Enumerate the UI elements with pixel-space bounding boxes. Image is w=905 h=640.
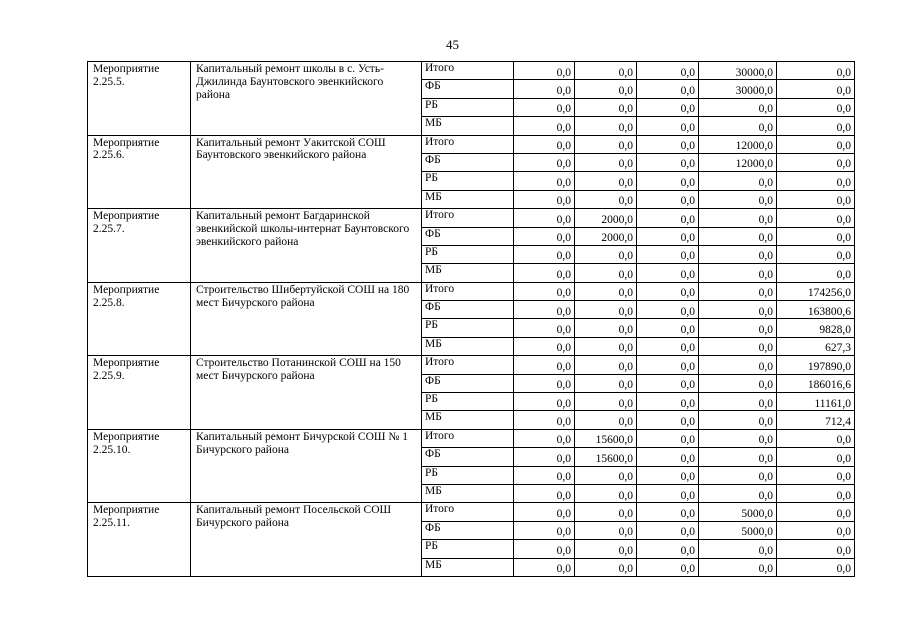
amount-cell: 0,0 <box>637 98 699 116</box>
amount-cell: 0,0 <box>575 153 637 171</box>
table-row <box>88 282 855 300</box>
amount-cell: 0,0 <box>777 264 855 282</box>
funding-source: Итого <box>422 209 514 227</box>
amount-cell: 0,0 <box>514 172 575 190</box>
amount-cell: 0,0 <box>575 484 637 502</box>
funding-source: РБ <box>422 540 514 558</box>
funding-source: ФБ <box>422 521 514 539</box>
amount-cell: 30000,0 <box>699 62 777 80</box>
funding-source: МБ <box>422 190 514 208</box>
measure-name: Капитальный ремонт Багдаринской эвенкийской школы-интернат Баунтовского эвенкийского района <box>191 209 422 283</box>
amount-cell: 0,0 <box>777 245 855 263</box>
amount-cell: 0,0 <box>637 282 699 300</box>
amount-cell: 0,0 <box>637 80 699 98</box>
funding-source: ФБ <box>422 448 514 466</box>
amount-cell: 0,0 <box>637 190 699 208</box>
amount-cell: 0,0 <box>637 209 699 227</box>
amount-cell: 0,0 <box>637 135 699 153</box>
amount-cell: 0,0 <box>514 558 575 576</box>
amount-cell: 0,0 <box>514 301 575 319</box>
amount-cell: 0,0 <box>699 264 777 282</box>
amount-cell: 0,0 <box>637 264 699 282</box>
funding-source: Итого <box>422 282 514 300</box>
funding-source: ФБ <box>422 227 514 245</box>
funding-source: ФБ <box>422 301 514 319</box>
amount-cell: 0,0 <box>575 190 637 208</box>
amount-cell: 0,0 <box>514 356 575 374</box>
amount-cell: 0,0 <box>575 540 637 558</box>
table-row <box>88 429 855 447</box>
funding-source: Итого <box>422 135 514 153</box>
funding-source: РБ <box>422 393 514 411</box>
amount-cell: 0,0 <box>575 264 637 282</box>
amount-cell: 0,0 <box>777 153 855 171</box>
amount-cell: 0,0 <box>514 245 575 263</box>
measure-code: Мероприятие 2.25.8. <box>88 282 191 356</box>
amount-cell: 0,0 <box>699 429 777 447</box>
table-row <box>88 356 855 374</box>
amount-cell: 0,0 <box>699 172 777 190</box>
amount-cell: 0,0 <box>575 245 637 263</box>
amount-cell: 0,0 <box>575 282 637 300</box>
amount-cell: 0,0 <box>637 448 699 466</box>
amount-cell: 0,0 <box>777 484 855 502</box>
amount-cell: 0,0 <box>777 227 855 245</box>
amount-cell: 0,0 <box>699 190 777 208</box>
measure-code: Мероприятие 2.25.5. <box>88 62 191 136</box>
amount-cell: 15600,0 <box>575 448 637 466</box>
table-row <box>88 503 855 521</box>
amount-cell: 0,0 <box>514 540 575 558</box>
funding-source: РБ <box>422 172 514 190</box>
amount-cell: 0,0 <box>514 448 575 466</box>
amount-cell: 0,0 <box>699 337 777 355</box>
amount-cell: 5000,0 <box>699 503 777 521</box>
amount-cell: 0,0 <box>699 227 777 245</box>
funding-source: РБ <box>422 245 514 263</box>
amount-cell: 0,0 <box>777 466 855 484</box>
amount-cell: 5000,0 <box>699 521 777 539</box>
amount-cell: 197890,0 <box>777 356 855 374</box>
amount-cell: 12000,0 <box>699 153 777 171</box>
measure-code: Мероприятие 2.25.11. <box>88 503 191 577</box>
amount-cell: 0,0 <box>514 264 575 282</box>
amount-cell: 174256,0 <box>777 282 855 300</box>
funding-source: МБ <box>422 411 514 429</box>
amount-cell: 0,0 <box>637 227 699 245</box>
amount-cell: 0,0 <box>514 153 575 171</box>
amount-cell: 0,0 <box>777 80 855 98</box>
measure-name: Капитальный ремонт Посельской СОШ Бичурского района <box>191 503 422 577</box>
table-row <box>88 135 855 153</box>
amount-cell: 0,0 <box>699 393 777 411</box>
funding-source: Итого <box>422 503 514 521</box>
amount-cell: 0,0 <box>514 190 575 208</box>
measure-code: Мероприятие 2.25.7. <box>88 209 191 283</box>
amount-cell: 0,0 <box>514 393 575 411</box>
amount-cell: 0,0 <box>575 558 637 576</box>
measure-name: Капитальный ремонт Бичурской СОШ № 1 Бичурского района <box>191 429 422 503</box>
amount-cell: 0,0 <box>777 172 855 190</box>
amount-cell: 0,0 <box>514 117 575 135</box>
amount-cell: 0,0 <box>699 245 777 263</box>
amount-cell: 627,3 <box>777 337 855 355</box>
amount-cell: 0,0 <box>575 503 637 521</box>
funding-source: ФБ <box>422 153 514 171</box>
amount-cell: 0,0 <box>575 411 637 429</box>
funding-source: МБ <box>422 558 514 576</box>
amount-cell: 0,0 <box>777 503 855 521</box>
amount-cell: 0,0 <box>575 98 637 116</box>
budget-table <box>87 61 855 577</box>
amount-cell: 0,0 <box>777 117 855 135</box>
amount-cell: 0,0 <box>637 153 699 171</box>
amount-cell: 0,0 <box>699 301 777 319</box>
amount-cell: 0,0 <box>637 558 699 576</box>
amount-cell: 0,0 <box>575 135 637 153</box>
amount-cell: 0,0 <box>699 411 777 429</box>
amount-cell: 0,0 <box>575 301 637 319</box>
amount-cell: 0,0 <box>637 301 699 319</box>
amount-cell: 0,0 <box>575 466 637 484</box>
amount-cell: 0,0 <box>637 521 699 539</box>
amount-cell: 0,0 <box>699 209 777 227</box>
amount-cell: 0,0 <box>575 393 637 411</box>
amount-cell: 0,0 <box>637 411 699 429</box>
amount-cell: 0,0 <box>637 429 699 447</box>
measure-code: Мероприятие 2.25.9. <box>88 356 191 430</box>
measure-name: Строительство Шибертуйской СОШ на 180 мест Бичурского района <box>191 282 422 356</box>
amount-cell: 0,0 <box>514 484 575 502</box>
amount-cell: 0,0 <box>637 540 699 558</box>
amount-cell: 30000,0 <box>699 80 777 98</box>
amount-cell: 0,0 <box>777 135 855 153</box>
funding-source: МБ <box>422 484 514 502</box>
amount-cell: 0,0 <box>637 466 699 484</box>
amount-cell: 0,0 <box>514 319 575 337</box>
amount-cell: 0,0 <box>699 319 777 337</box>
amount-cell: 12000,0 <box>699 135 777 153</box>
amount-cell: 0,0 <box>637 503 699 521</box>
amount-cell: 0,0 <box>575 319 637 337</box>
amount-cell: 9828,0 <box>777 319 855 337</box>
amount-cell: 0,0 <box>777 62 855 80</box>
amount-cell: 0,0 <box>575 62 637 80</box>
amount-cell: 0,0 <box>514 429 575 447</box>
amount-cell: 0,0 <box>575 337 637 355</box>
table-row <box>88 62 855 80</box>
amount-cell: 0,0 <box>777 209 855 227</box>
amount-cell: 0,0 <box>699 540 777 558</box>
amount-cell: 0,0 <box>514 521 575 539</box>
amount-cell: 0,0 <box>699 282 777 300</box>
amount-cell: 0,0 <box>699 558 777 576</box>
funding-source: РБ <box>422 466 514 484</box>
amount-cell: 0,0 <box>637 117 699 135</box>
amount-cell: 0,0 <box>699 448 777 466</box>
amount-cell: 0,0 <box>575 172 637 190</box>
table-row <box>88 209 855 227</box>
amount-cell: 0,0 <box>637 374 699 392</box>
amount-cell: 163800,6 <box>777 301 855 319</box>
amount-cell: 0,0 <box>514 209 575 227</box>
amount-cell: 2000,0 <box>575 227 637 245</box>
amount-cell: 2000,0 <box>575 209 637 227</box>
amount-cell: 0,0 <box>637 172 699 190</box>
amount-cell: 0,0 <box>637 62 699 80</box>
amount-cell: 0,0 <box>637 356 699 374</box>
page-number: 45 <box>446 37 459 52</box>
funding-source: Итого <box>422 62 514 80</box>
funding-source: Итого <box>422 356 514 374</box>
amount-cell: 0,0 <box>777 558 855 576</box>
amount-cell: 0,0 <box>699 374 777 392</box>
amount-cell: 0,0 <box>514 282 575 300</box>
amount-cell: 0,0 <box>777 190 855 208</box>
amount-cell: 0,0 <box>575 356 637 374</box>
measure-name: Капитальный ремонт школы в с. Усть-Джилинда Баунтовского эвенкийского района <box>191 62 422 136</box>
amount-cell: 0,0 <box>575 117 637 135</box>
amount-cell: 0,0 <box>514 337 575 355</box>
amount-cell: 0,0 <box>575 80 637 98</box>
amount-cell: 0,0 <box>514 503 575 521</box>
amount-cell: 0,0 <box>637 484 699 502</box>
amount-cell: 186016,6 <box>777 374 855 392</box>
funding-source: Итого <box>422 429 514 447</box>
amount-cell: 0,0 <box>777 521 855 539</box>
funding-source: ФБ <box>422 374 514 392</box>
amount-cell: 15600,0 <box>575 429 637 447</box>
measure-code: Мероприятие 2.25.6. <box>88 135 191 209</box>
amount-cell: 0,0 <box>514 374 575 392</box>
amount-cell: 11161,0 <box>777 393 855 411</box>
amount-cell: 0,0 <box>699 98 777 116</box>
amount-cell: 0,0 <box>514 98 575 116</box>
amount-cell: 0,0 <box>777 98 855 116</box>
amount-cell: 0,0 <box>637 393 699 411</box>
amount-cell: 0,0 <box>514 80 575 98</box>
funding-source: РБ <box>422 98 514 116</box>
amount-cell: 0,0 <box>637 319 699 337</box>
funding-source: РБ <box>422 319 514 337</box>
amount-cell: 0,0 <box>637 245 699 263</box>
amount-cell: 0,0 <box>777 429 855 447</box>
funding-source: ФБ <box>422 80 514 98</box>
amount-cell: 712,4 <box>777 411 855 429</box>
amount-cell: 0,0 <box>699 484 777 502</box>
amount-cell: 0,0 <box>514 62 575 80</box>
measure-name: Капитальный ремонт Уакитской СОШ Баунтовского эвенкийского района <box>191 135 422 209</box>
funding-source: МБ <box>422 117 514 135</box>
funding-source: МБ <box>422 264 514 282</box>
amount-cell: 0,0 <box>575 374 637 392</box>
amount-cell: 0,0 <box>514 227 575 245</box>
amount-cell: 0,0 <box>575 521 637 539</box>
measure-name: Строительство Потанинской СОШ на 150 мест Бичурского района <box>191 356 422 430</box>
amount-cell: 0,0 <box>699 117 777 135</box>
amount-cell: 0,0 <box>777 540 855 558</box>
funding-source: МБ <box>422 337 514 355</box>
amount-cell: 0,0 <box>514 466 575 484</box>
amount-cell: 0,0 <box>699 356 777 374</box>
amount-cell: 0,0 <box>637 337 699 355</box>
measure-code: Мероприятие 2.25.10. <box>88 429 191 503</box>
amount-cell: 0,0 <box>777 448 855 466</box>
amount-cell: 0,0 <box>699 466 777 484</box>
amount-cell: 0,0 <box>514 135 575 153</box>
amount-cell: 0,0 <box>514 411 575 429</box>
budget-table-body <box>88 62 855 577</box>
